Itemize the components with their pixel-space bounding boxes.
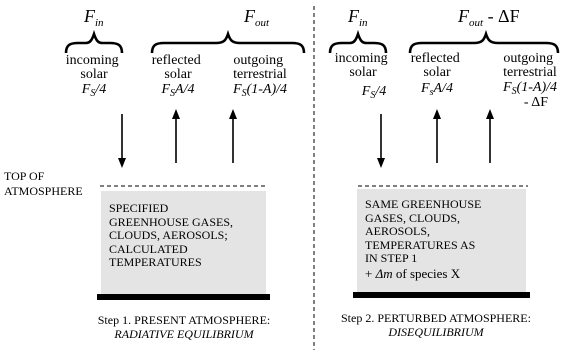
top-of-atmosphere-label: TOP OF ATMOSPHERE [4, 169, 83, 198]
outgoing-formula-2: $F_S(1-A)/4$ [503, 80, 557, 97]
box1-line: TEMPERATURES [109, 255, 202, 269]
step2-subcaption: DISEQUILIBRIUM [388, 325, 484, 339]
reflected-formula-2: $F_sA/4$ [421, 81, 453, 98]
flux-out-label-2: $F_{out}$ - ΔF [458, 6, 520, 29]
step2-caption: Step 2. PERTURBED ATMOSPHERE: [341, 311, 531, 325]
step1-subcaption: RADIATIVE EQUILIBRIUM [114, 327, 254, 341]
box2-line: SAME GREENHOUSE [365, 197, 482, 211]
outgoing-formula: $F_S(1-A)/4$ [233, 82, 287, 99]
box2-line: AEROSOLS, [365, 224, 431, 238]
surface-bar-1 [97, 294, 270, 300]
outgoing-label: outgoing terrestrial [233, 53, 287, 82]
outgoing-label-2: outgoing terrestrial [503, 51, 557, 80]
incoming-formula: $F_S/4$ [81, 82, 107, 99]
incoming-label: incoming solar [65, 53, 119, 82]
box2-line: GASES, CLOUDS, [365, 210, 461, 225]
surface-bar-2 [353, 292, 530, 298]
box2-perturbation-line: + Δm of species X [365, 265, 461, 281]
brace-outgoing [152, 34, 304, 53]
reflected-formula: $F_SA/4$ [161, 82, 195, 99]
flux-in-label-2: $F_{in}$ [348, 6, 368, 29]
box1-line: SPECIFIED [109, 201, 169, 215]
box2-line: TEMPERATURES AS [365, 237, 476, 252]
reflected-label: reflected solar [151, 53, 201, 82]
brace-incoming [66, 34, 122, 53]
flux-in-label: $F_{in}$ [84, 6, 104, 29]
box1-line: GREENHOUSE GASES, [109, 214, 234, 229]
box1-line: CLOUDS, AEROSOLS; [109, 228, 228, 242]
incoming-formula-2: $F_S/4$ [361, 84, 387, 101]
flux-out-label: $F_{out}$ [244, 6, 270, 29]
atmosphere-box-2 [357, 189, 526, 292]
reflected-label-2: reflected solar [410, 51, 460, 80]
outgoing-delta-2: - ΔF [523, 95, 549, 110]
step1-caption: Step 1. PRESENT ATMOSPHERE: [97, 313, 271, 327]
box2-line: IN STEP 1 [365, 251, 418, 265]
atmosphere-box-1 [101, 191, 266, 294]
box1-line: CALCULATED [109, 241, 188, 256]
incoming-label-2: incoming solar [334, 51, 388, 80]
